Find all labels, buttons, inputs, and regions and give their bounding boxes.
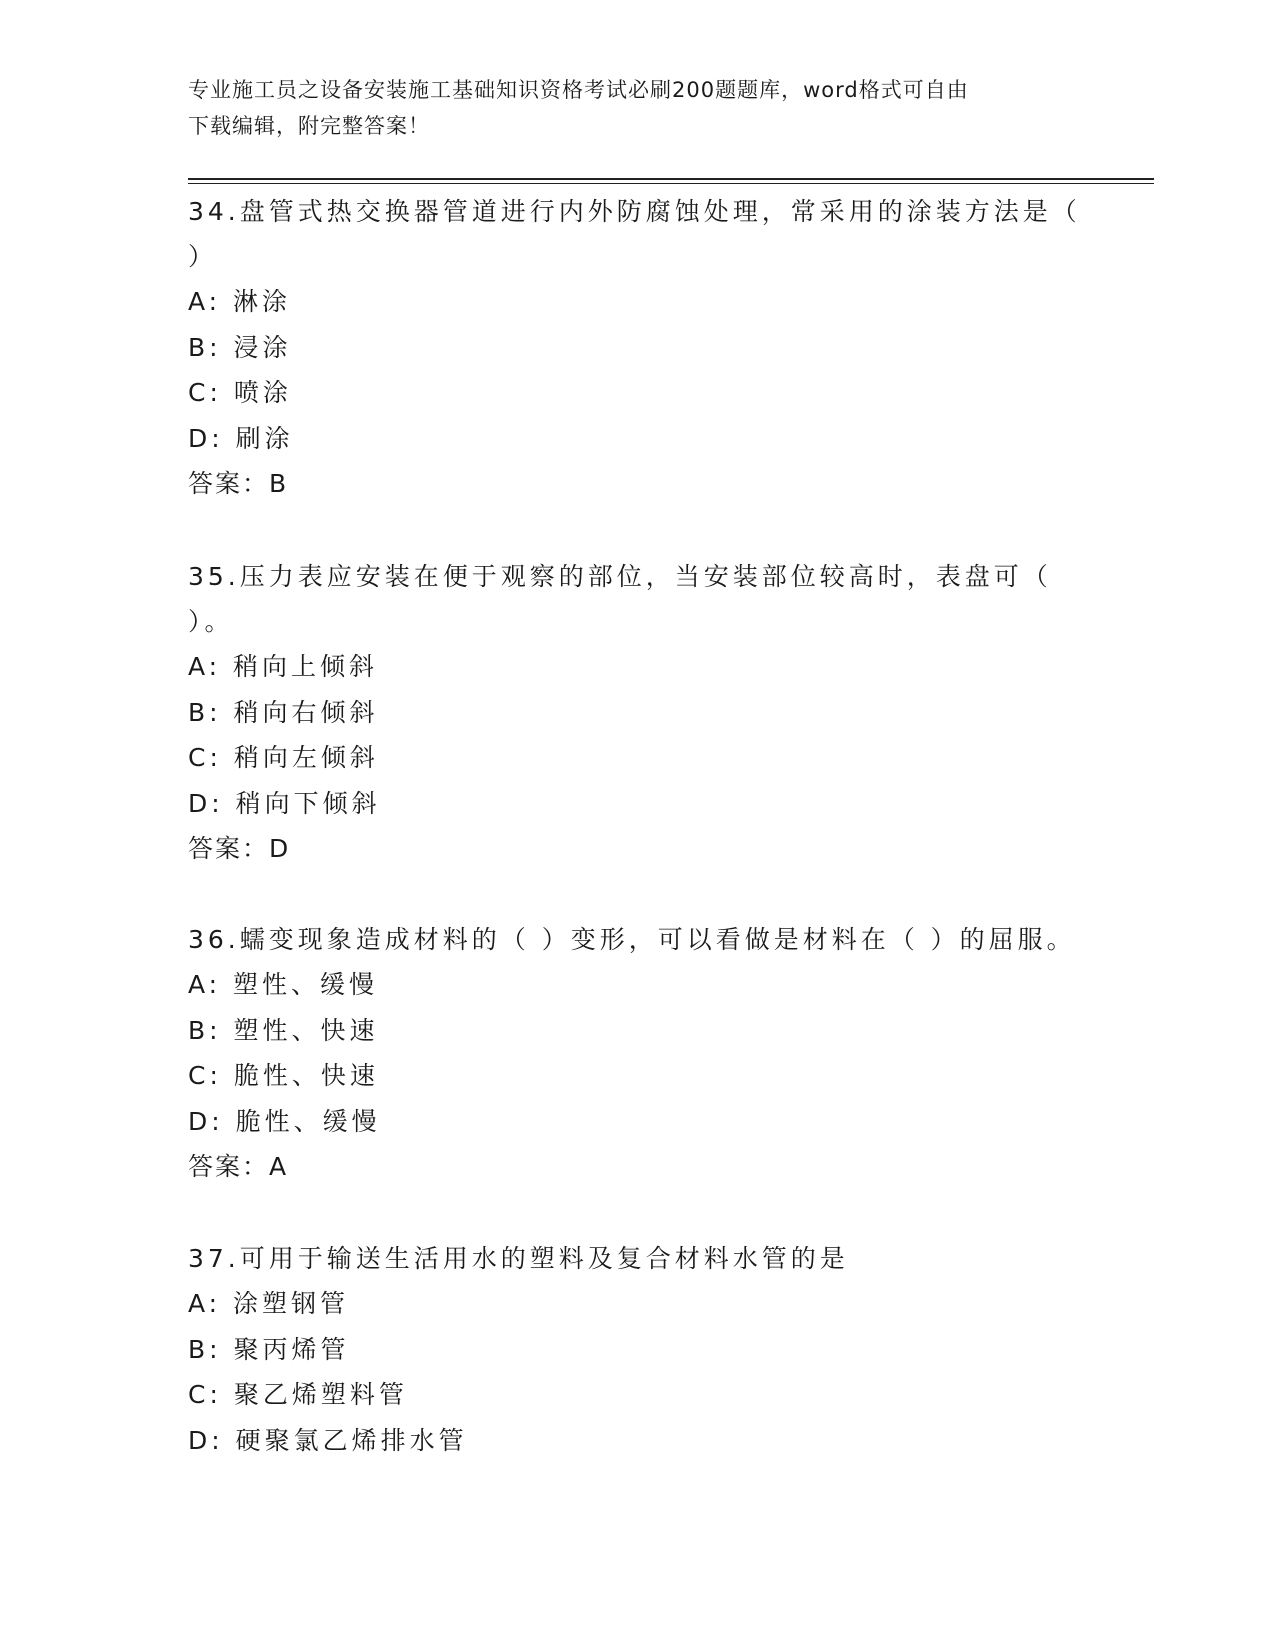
option-b: B: 塑性、快速	[188, 1015, 379, 1045]
question-text-line-1: 35.压力表应安装在便于观察的部位，当安装部位较高时，表盘可（	[188, 562, 1052, 591]
option-c: C: 喷涂	[188, 378, 292, 407]
option-a: A: 稍向上倾斜	[188, 652, 379, 681]
question-36	[188, 917, 1088, 1190]
question-37	[188, 1236, 1088, 1463]
question-34	[188, 189, 1088, 507]
option-c: C: 稍向左倾斜	[188, 743, 379, 772]
option-a: A: 淋涂	[188, 287, 292, 316]
option-d: D: 刷涂	[188, 423, 294, 453]
header-line-1: 专业施工员之设备安装施工基础知识资格考试必刷200题题库，word格式可自由	[188, 78, 969, 102]
question-text-line-1: 37.可用于输送生活用水的塑料及复合材料水管的是	[188, 1244, 849, 1273]
question-text-line-2: ）	[188, 242, 218, 271]
option-b: B: 稍向右倾斜	[188, 697, 379, 727]
question-text-line-2: ）。	[188, 607, 234, 636]
question-text-line-1: 34.盘管式热交换器管道进行内外防腐蚀处理，常采用的涂装方法是（	[188, 197, 1081, 226]
option-c: C: 聚乙烯塑料管	[188, 1380, 408, 1409]
question-text-line-1: 36.蠕变现象造成材料的（ ）变形，可以看做是材料在（ ）的屈服。	[188, 925, 1076, 954]
answer: 答案：A	[188, 1152, 289, 1181]
option-d: D: 硬聚氯乙烯排水管	[188, 1425, 468, 1455]
header-divider-thick	[188, 178, 1154, 180]
option-b: B: 聚丙烯管	[188, 1334, 350, 1364]
option-a: A: 塑性、缓慢	[188, 970, 379, 999]
answer: 答案：D	[188, 834, 291, 863]
question-35	[188, 554, 1088, 872]
option-a: A: 涂塑钢管	[188, 1289, 350, 1318]
option-d: D: 脆性、缓慢	[188, 1106, 381, 1136]
option-b: B: 浸涂	[188, 332, 292, 362]
header-line-2: 下载编辑，附完整答案！	[188, 114, 430, 138]
header-divider-thin	[188, 183, 1154, 184]
answer: 答案：B	[188, 469, 289, 498]
option-c: C: 脆性、快速	[188, 1061, 379, 1090]
option-d: D: 稍向下倾斜	[188, 788, 381, 818]
document-header	[188, 72, 1068, 144]
